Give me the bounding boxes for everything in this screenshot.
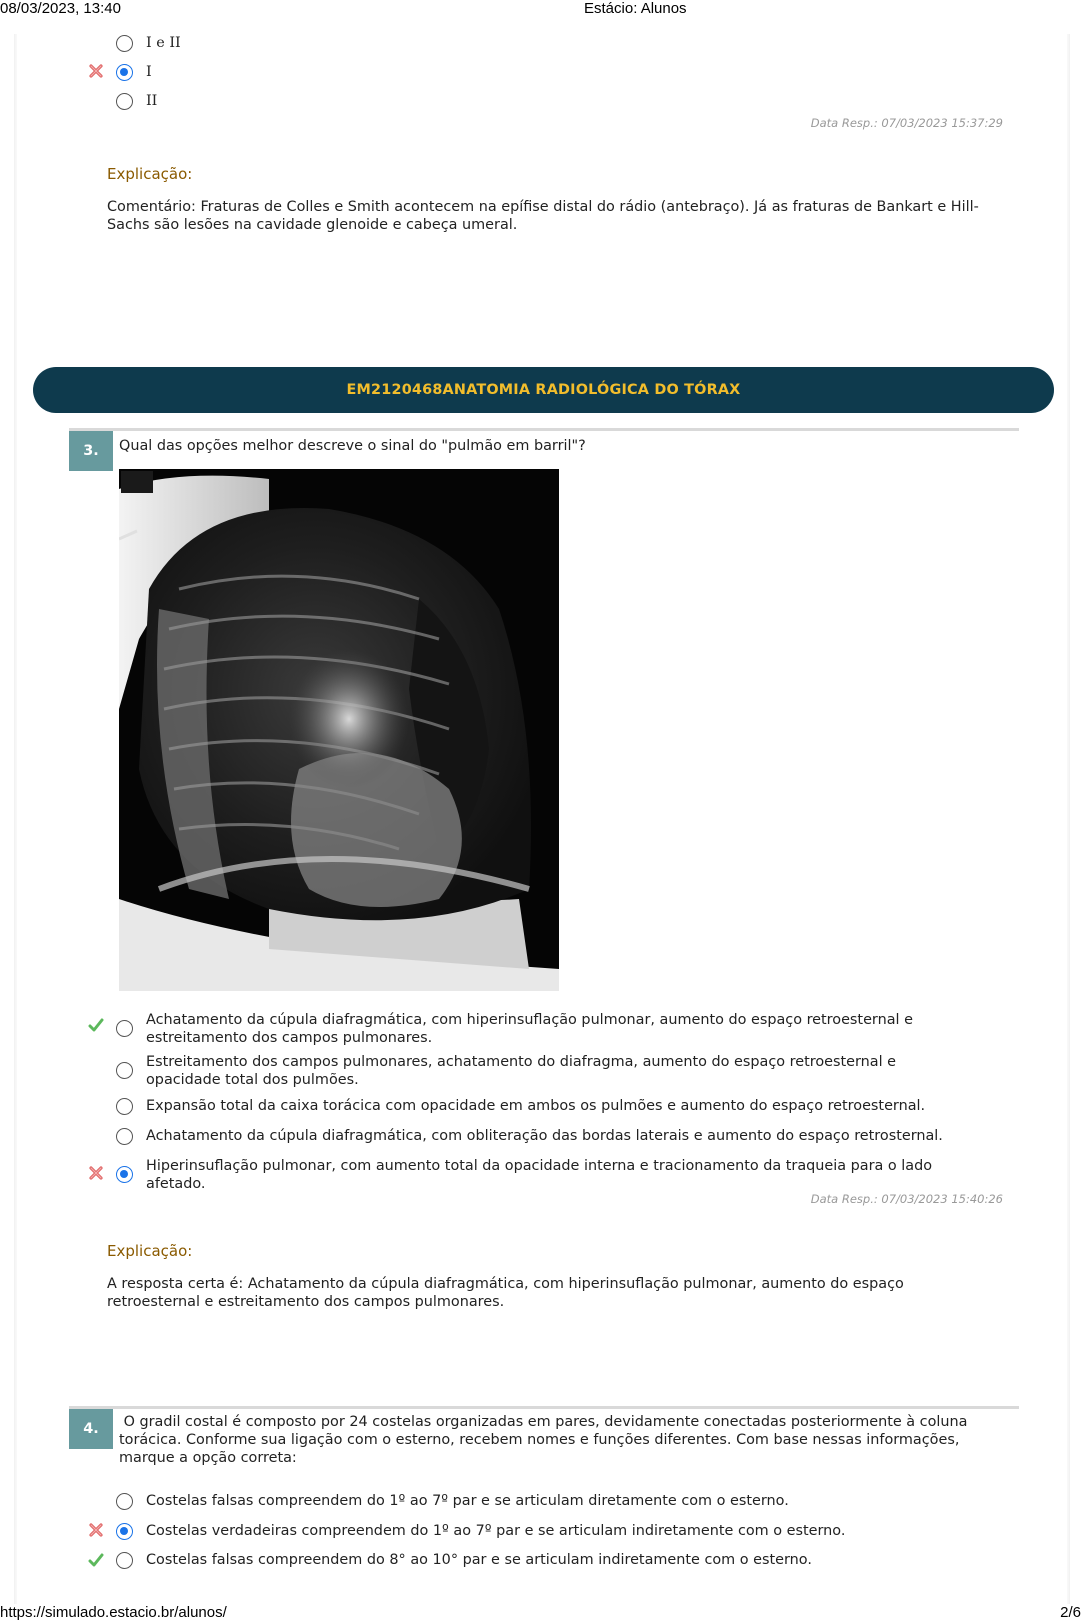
q3-option[interactable] (116, 1127, 996, 1145)
option-label: Costelas falsas compreendem do 1º ao 7º par e se articulam diretamente com o esterno. (146, 1493, 789, 1509)
radio-button[interactable] (116, 1098, 133, 1115)
print-header (0, 0, 1085, 18)
response-date: Data Resp.: 07/03/2023 15:37:29 (810, 116, 1003, 130)
green-check-icon (88, 1017, 104, 1033)
print-title: Estácio: Alunos (584, 0, 687, 17)
q4-option[interactable] (116, 1492, 789, 1510)
red-x-icon (88, 1522, 104, 1538)
print-page-number: 2/6 (1060, 1604, 1081, 1621)
card-left-edge (14, 34, 17, 1604)
q3-option[interactable] (116, 1157, 956, 1193)
question-divider (69, 1406, 1019, 1409)
green-check-icon (88, 1552, 104, 1568)
radio-button[interactable] (116, 1493, 133, 1510)
question-text: Qual das opções melhor descreve o sinal do "pulmão em barril"? (119, 438, 586, 454)
red-x-icon (88, 63, 104, 79)
option-label: Hiperinsuflação pulmonar, com aumento total da opacidade interna e tracionamento da traqueia para o lado afetado. (146, 1158, 933, 1192)
explanation-text: Comentário: Fraturas de Colles e Smith acontecem na epífise distal do rádio (antebraço). Já as fraturas de Bankart e Hill-Sachs são lesões na cavidade glenoide e cabeça umeral. (107, 199, 979, 233)
section-title: EM2120468ANATOMIA RADIOLÓGICA DO TÓRAX (346, 382, 741, 398)
option-label: II (146, 93, 158, 109)
q3-option[interactable] (116, 1097, 996, 1115)
q3-option[interactable] (116, 1011, 956, 1047)
radio-button[interactable] (116, 1062, 133, 1079)
radio-button-selected[interactable] (116, 1166, 133, 1183)
response-date: Data Resp.: 07/03/2023 15:40:26 (810, 1192, 1003, 1206)
q2-option[interactable] (116, 92, 157, 110)
radio-button-selected[interactable] (116, 1523, 133, 1540)
option-label: Costelas verdadeiras compreendem do 1º ao 7º par e se articulam indiretamente com o esterno. (146, 1523, 846, 1539)
radio-button[interactable] (116, 35, 133, 52)
option-label: Expansão total da caixa torácica com opacidade em ambos os pulmões e aumento do espaço retroesternal. (146, 1098, 926, 1114)
section-header-bar (33, 367, 1054, 413)
radio-button[interactable] (116, 1552, 133, 1569)
card-right-edge (1067, 34, 1070, 1604)
radio-button-selected[interactable] (116, 64, 133, 81)
option-label: I e II (146, 35, 181, 51)
print-date: 08/03/2023, 13:40 (0, 0, 121, 17)
option-label: Achatamento da cúpula diafragmática, com hiperinsuflação pulmonar, aumento do espaço retroesternal e estreitamento dos campos pulmonares. (146, 1012, 913, 1046)
option-label: I (146, 64, 152, 80)
q2-option[interactable] (116, 63, 152, 81)
option-label: Estreitamento dos campos pulmonares, achatamento do diafragma, aumento do espaço retroesternal e opacidade total dos pulmões. (146, 1054, 897, 1088)
question-number-badge: 4. (69, 1409, 113, 1449)
option-label: Costelas falsas compreendem do 8° ao 10° par e se articulam indiretamente com o esterno. (146, 1552, 812, 1568)
radio-button[interactable] (116, 93, 133, 110)
radio-button[interactable] (116, 1020, 133, 1037)
question-number-badge: 3. (69, 431, 113, 471)
red-x-icon (88, 1165, 104, 1181)
print-url: https://simulado.estacio.br/alunos/ (0, 1604, 227, 1621)
print-footer (0, 1604, 1085, 1623)
q4-option[interactable] (116, 1522, 845, 1540)
explanation-text: A resposta certa é: Achatamento da cúpula diafragmática, com hiperinsuflação pulmonar, aumento do espaço retroesternal e estreitamento dos campos pulmonares. (107, 1276, 904, 1310)
q2-option[interactable] (116, 34, 181, 52)
explanation-title: Explicação: (107, 165, 193, 183)
question-text: O gradil costal é composto por 24 costelas organizadas em pares, devidamente conectadas posteriormente à coluna torácica. Conforme sua ligação com o esterno, recebem nomes e funções diferentes. Com base nessas informações, marque a opção correta: (119, 1414, 973, 1466)
radio-button[interactable] (116, 1128, 133, 1145)
option-label: Achatamento da cúpula diafragmática, com obliteração das bordas laterais e aumento do espaço retrosternal. (146, 1128, 943, 1144)
chest-xray-image (119, 469, 559, 991)
q4-option[interactable] (116, 1551, 812, 1569)
question-divider (69, 428, 1019, 431)
q3-option[interactable] (116, 1053, 956, 1089)
explanation-title: Explicação: (107, 1242, 193, 1260)
